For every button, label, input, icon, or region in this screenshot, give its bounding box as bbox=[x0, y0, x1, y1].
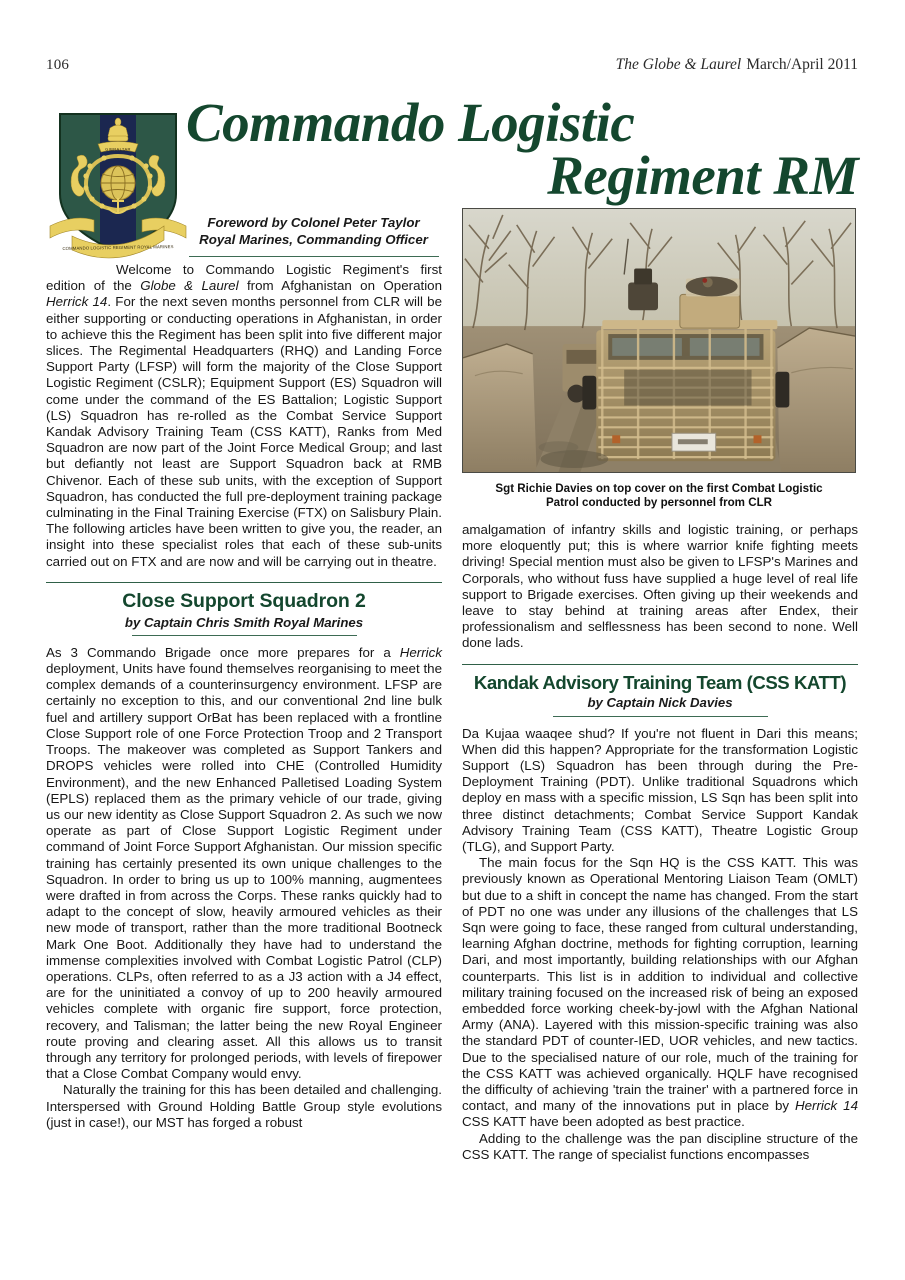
foreword-byline-line-1: Foreword by Colonel Peter Taylor bbox=[207, 215, 420, 230]
section-title: Close Support Squadron 2 bbox=[122, 590, 366, 613]
svg-text:COMMANDO LOGISTIC REGIMENT ROY: COMMANDO LOGISTIC REGIMENT ROYAL MARINES bbox=[62, 244, 174, 251]
section-header-kandak-advisory-training-team bbox=[462, 664, 858, 717]
page-title bbox=[186, 92, 858, 207]
section-rule-bottom bbox=[553, 716, 768, 717]
section-paragraph: As 3 Commando Brigade once more prepares for a Herrick deployment, Units have found themselves reorganising to meet the complex demands of a counterinsurgency environment. LFSP are certainly no exception to this, and our conventional 2nd line bulk fuel and artillery support OrBat has been replaced with a frontline Close Support role of one Force Protection Troop and 2 Transport Troops. The makeover was completed as Support Tankers and DROPS vehicles were rolled into CHE (Controlled Humidity Environment), and the new Enhanced Palletised Loading System (EPLS) replaced them as the primary vehicle of our trade, giving us our new identity as Close Support Squadron 2. As such we now operate as part of Close Support Logistic Regiment under command of Joint Force Support Afghanistan. Our mission specific training has certainly presented its own unique challenges to the Squadron. In order to bring us up to 100% manning, augmentees were drafted in from across the Corps. These ranks quickly had to adapt to the concept of slow, heavily armoured vehicles as their new mode of transport, rather than the more traditional Bootneck Mark One Boot. Additionally they have had to understand the immense complexities involved with Combat Logistic Patrol (CLP) operations. CLPs, often referred to as a J3 action with a J4 effect, are for the uninitiated a convoy of up to 200 heavily armoured vehicles complete with organic fire support, force protection, recovery, and Talisman; the latter being the new Royal Engineer route proving and clearing asset. All this allows us to transit through any territory for prolonged periods, with levels of firepower that a Close Combat Company would envy. bbox=[46, 644, 442, 1082]
foreword-byline-line-2: Royal Marines, Commanding Officer bbox=[199, 232, 428, 248]
left-column bbox=[46, 262, 442, 1131]
continuation-paragraph: amalgamation of infantry skills and logistic training, or perhaps more eloquently put; this is where warrior knife fighting meets driving! Special mention must also be given to LFSP's Marines and Corporals, who without fuss have supplied a huge level of real life support to Brigade exercises. Often giving up their weekends and leave to stay behind at training areas after Endex, their professionalism and selflessness has been second to none. Well done lads. bbox=[462, 522, 858, 651]
section-paragraph: The main focus for the Sqn HQ is the CSS KATT. This was previously known as Operational Mentoring Liaison Team (OMLT) but due to a shift in concept the name has changed. From the start of PDT no one was under any illusions of the challenges that LS Sqn were going to face, these ranged from cultural understanding, learning Afghan doctrine, methods for fighting corruption, learning Dari, and most importantly, building relationships with our Afghan counterparts. This list is in addition to individual and collective military training focused on the increased risk of being an exposed embedded force working cheek-by-jowl with the Afghan National Army (ANA). Layered with this mission-specific training was also the standard PDT of counter-IED, UOR vehicles, and new tactics. Due to the specialised nature of our role, much of the training for the CSS KATT was achieved organically. HQLF have recognised the difficulty of achieving 'train the trainer' with a partnered force in contact, and many of the innovations put in place by Herrick 14 CSS KATT have been adopted as best practice. bbox=[462, 855, 858, 1130]
foreword-paragraph: Welcome to Commando Logistic Regiment's first edition of the Globe & Laurel from Afghanistan on Operation Herrick 14. For the next seven months personnel from CLR will be either supporting or conducting operations in Afghanistan, in order to achieve this the Regiment has been split into five different major slices. The Regimental Headquarters (RHQ) and Landing Force Support Party (LFSP) will form the majority of the Close Support Logistic Regiment (CSLR); Equipment Support (ES) Squadron will come under the command of the ES Battalion; Logistic Support (LS) Squadron has re-rolled as the Combat Service Support Kandak Advisory Training Team (CSS KATT), Ranks from Med Squadron are now part of the Joint Force Medical Group; and last but defiantly not least are Support Squadron back at RMB Chivenor. Each of these sub units, with the exception of Support Squadron, has conducted the full pre-deployment training package culminating in the Final Training Exercise (FTX) on Salisbury Plain. The following articles have been written to give you, the reader, an insight into these specialist roles that each of these sub-units carried out on FTX and are now and will be carrying out in theatre. bbox=[46, 262, 443, 569]
armoured-patrol-vehicle-photo bbox=[462, 208, 856, 473]
page-number: 106 bbox=[46, 57, 70, 73]
section-title: Kandak Advisory Training Team (CSS KATT) bbox=[473, 672, 847, 694]
photo-caption-line-1: Sgt Richie Davies on top cover on the first Combat Logistic bbox=[495, 482, 823, 495]
magazine-title: The Globe & Laurel bbox=[615, 56, 742, 73]
page-title-line-1: Commando Logistic bbox=[186, 92, 635, 153]
section-byline: by Captain Nick Davies bbox=[587, 695, 733, 711]
section-byline: by Captain Chris Smith Royal Marines bbox=[124, 614, 364, 630]
section-rule-bottom bbox=[132, 635, 357, 636]
running-head bbox=[46, 56, 858, 76]
section-paragraph: Adding to the challenge was the pan discipline structure of the CSS KATT. The range of specialist functions encompasses bbox=[462, 1130, 858, 1162]
right-column bbox=[462, 522, 858, 1163]
photo-caption-line-2: Patrol conducted by personnel from CLR bbox=[545, 495, 773, 509]
regimental-crest-icon bbox=[44, 98, 192, 260]
section-paragraph: Naturally the training for this has been detailed and challenging. Interspersed with Ground Holding Battle Group style evolutions (just in case!), our MST has forged a robust bbox=[46, 1082, 442, 1130]
issue-date: March/April 2011 bbox=[746, 56, 858, 73]
svg-text:GIBRALTAR: GIBRALTAR bbox=[105, 146, 131, 152]
running-head-right bbox=[616, 56, 858, 74]
foreword-byline bbox=[186, 214, 441, 248]
section-header-close-support-squadron-2 bbox=[46, 582, 442, 636]
page-title-line-2: Regiment RM bbox=[547, 145, 858, 207]
photo-caption bbox=[462, 482, 856, 509]
section-paragraph: Da Kujaa waaqee shud? If you're not fluent in Dari this means; When did this happen? Appropriate for the transformation Logistic Support (LS) Squadron has been through during the Pre-Deployment Training (PDT). Unlike traditional Squadrons which deploy en mass with a specific mission, LS Sqn has been split into three distinct detachments; Combat Service Support Kandak Advisory Training Team (CSS KATT), Theatre Logistic Group (TLG), and Support Party. bbox=[462, 725, 858, 855]
foreword-divider bbox=[189, 256, 439, 257]
